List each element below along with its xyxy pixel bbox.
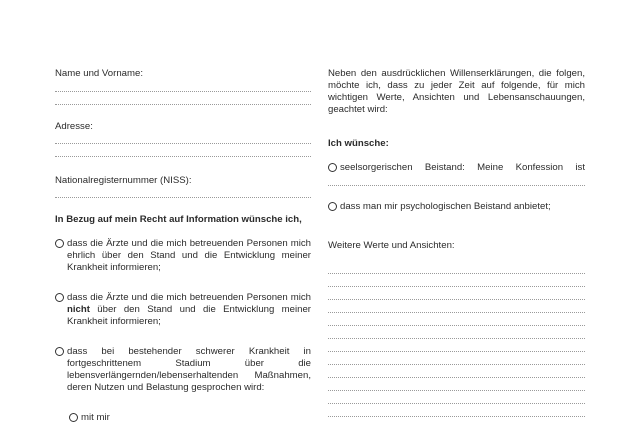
info-heading: In Bezug auf mein Recht auf Information wünsche ich, xyxy=(55,214,302,225)
values-line[interactable] xyxy=(328,351,585,352)
info-option-not-informed[interactable] xyxy=(55,292,311,328)
info-option-honest-text: dass die Ärzte und die mich betreuenden Personen mich ehrlich über den Stand und die Entwicklung meiner Krankheit informieren; xyxy=(67,238,311,273)
values-intro: Neben den ausdrücklichen Willenserklärungen, die folgen, möchte ich, dass zu jeder Zeit auf folgende, für mich wichtigen Werte, Ansichten und Lebensanschauungen, geachtet wird: xyxy=(328,68,585,115)
info-option-life-support[interactable] xyxy=(55,346,311,394)
address-line-2[interactable] xyxy=(55,156,311,157)
values-line[interactable] xyxy=(328,338,585,339)
national-number-label: Nationalregisternummer (NISS): xyxy=(55,175,192,186)
radio-circle-icon[interactable] xyxy=(55,347,64,356)
values-line[interactable] xyxy=(328,403,585,404)
values-line[interactable] xyxy=(328,325,585,326)
wish-psychological-support-text: dass man mir psychologischen Beistand anbietet; xyxy=(340,201,551,212)
values-line[interactable] xyxy=(328,286,585,287)
option-text-part: dass die Ärzte und die mich betreuenden Personen mich xyxy=(67,292,311,303)
radio-circle-icon[interactable] xyxy=(328,202,337,211)
values-line[interactable] xyxy=(328,273,585,274)
radio-circle-icon[interactable] xyxy=(55,239,64,248)
address-line-1[interactable] xyxy=(55,143,311,144)
values-line[interactable] xyxy=(328,312,585,313)
info-option-not-informed-text xyxy=(55,292,311,328)
values-line[interactable] xyxy=(328,416,585,417)
wish-pastoral-care-text: seelsorgerischen Beistand: Meine Konfession ist xyxy=(340,162,585,173)
values-line[interactable] xyxy=(328,390,585,391)
further-values-label: Weitere Werte und Ansichten: xyxy=(328,240,455,251)
suboption-with-me[interactable] xyxy=(69,412,311,424)
values-line[interactable] xyxy=(328,377,585,378)
info-option-life-support-text: dass bei bestehender schwerer Krankheit in fortgeschrittenem Stadium über die lebensverlängernden/lebenserhaltenden Maßnahmen, deren Nutzen und Belastung gesprochen wird: xyxy=(67,346,311,393)
right-column xyxy=(328,0,585,425)
option-emphasis: nicht xyxy=(67,304,90,315)
name-line-1[interactable] xyxy=(55,91,311,92)
wish-psychological-support[interactable] xyxy=(328,201,585,213)
option-text-part: über den Stand und die Entwicklung meiner Krankheit informieren; xyxy=(67,304,311,327)
suboption-with-me-text: mit mir xyxy=(81,412,110,423)
wish-pastoral-care[interactable] xyxy=(328,162,585,174)
radio-circle-icon[interactable] xyxy=(328,163,337,172)
info-option-honest[interactable] xyxy=(55,238,311,274)
wishes-heading: Ich wünsche: xyxy=(328,138,389,149)
radio-circle-icon[interactable] xyxy=(55,293,64,302)
values-line[interactable] xyxy=(328,299,585,300)
name-line-2[interactable] xyxy=(55,104,311,105)
values-line[interactable] xyxy=(328,364,585,365)
name-label: Name und Vorname: xyxy=(55,68,143,79)
left-column xyxy=(55,0,311,425)
national-number-line[interactable] xyxy=(55,197,311,198)
address-label: Adresse: xyxy=(55,121,93,132)
confession-line[interactable] xyxy=(328,185,585,186)
radio-circle-icon[interactable] xyxy=(69,413,78,422)
